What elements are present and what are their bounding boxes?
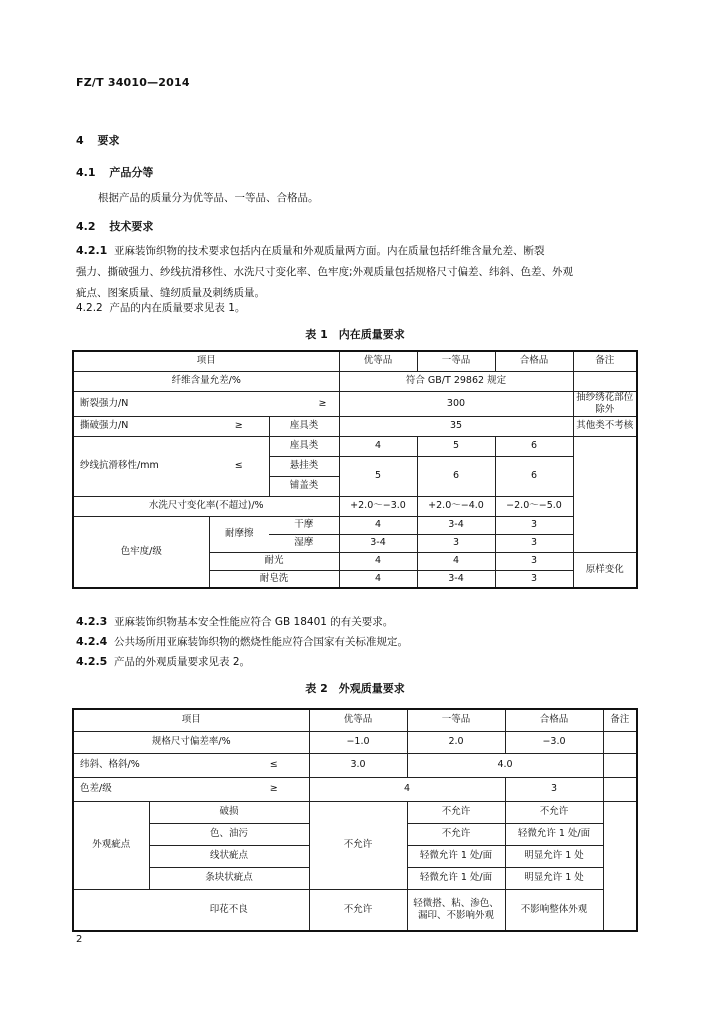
row-wash-g2: +2.0～−4.0 bbox=[417, 496, 495, 516]
table-1 bbox=[72, 350, 638, 589]
paragraph-4-2-2 bbox=[76, 300, 245, 315]
row-defect-g2: 轻微允许 1 处/面 bbox=[407, 867, 505, 889]
row-color-light-note: 原样变化 bbox=[573, 552, 637, 588]
row-slip-g1: 4 bbox=[339, 436, 417, 456]
row-wash-g1: +2.0～−3.0 bbox=[339, 496, 417, 516]
row-break-value: 300 bbox=[339, 391, 573, 416]
row-color-soap-g2: 3-4 bbox=[417, 570, 495, 588]
section-4-2-heading bbox=[76, 218, 153, 234]
section-number: 4.1 bbox=[76, 166, 96, 179]
row-size-g2: 2.0 bbox=[407, 731, 505, 753]
row-shade-symbol: ≥ bbox=[239, 777, 309, 801]
section-4-1-heading bbox=[76, 164, 153, 180]
row-color-light-g3: 3 bbox=[495, 552, 573, 570]
row-defect-g3: 明显允许 1 处 bbox=[505, 845, 603, 867]
row-tear-symbol: ≥ bbox=[209, 416, 269, 436]
paragraph-4-1: 根据产品的质量分为优等品、一等品、合格品。 bbox=[98, 192, 319, 204]
row-size-label: 规格尺寸偏差率/% bbox=[73, 731, 309, 753]
row-size-g1: −1.0 bbox=[309, 731, 407, 753]
row-print-g2-line2: 漏印、不影响外观 bbox=[417, 909, 494, 921]
row-wash-g3: −2.0～−5.0 bbox=[495, 496, 573, 516]
section-title: 要求 bbox=[97, 134, 120, 147]
row-color-light-g1: 4 bbox=[339, 552, 417, 570]
header-grade-2: 一等品 bbox=[407, 709, 505, 731]
row-shade-g3: 3 bbox=[505, 777, 603, 801]
row-shade-g12: 4 bbox=[309, 777, 505, 801]
clause-number: 4.2.5 bbox=[76, 655, 108, 668]
clause-text: 公共场所用亚麻装饰织物的燃烧性能应符合国家有关标准规定。 bbox=[114, 636, 409, 648]
row-slip-g2: 6 bbox=[417, 456, 495, 496]
row-defect-sub: 色、油污 bbox=[149, 823, 309, 845]
row-size-g3: −3.0 bbox=[505, 731, 603, 753]
row-defect-sub: 条块状疵点 bbox=[149, 867, 309, 889]
header-grade-3: 合格品 bbox=[495, 351, 573, 371]
clause-text-line3: 疵点、图案质量、缝纫质量及刺绣质量。 bbox=[76, 287, 265, 299]
row-color-rub: 耐摩擦 bbox=[209, 516, 269, 552]
row-break-note: 抽纱绣花部位除外 bbox=[573, 391, 637, 416]
section-number: 4 bbox=[76, 134, 84, 147]
section-number: 4.2 bbox=[76, 220, 96, 233]
clause-number: 4.2.4 bbox=[76, 635, 108, 648]
row-tear-label: 撕破强力/N bbox=[73, 416, 209, 436]
row-defect-g2: 不允许 bbox=[407, 801, 505, 823]
row-defect-sub: 破损 bbox=[149, 801, 309, 823]
page-number: 2 bbox=[76, 934, 83, 945]
row-color-soap-g1: 4 bbox=[339, 570, 417, 588]
row-skew-g1: 3.0 bbox=[309, 753, 407, 777]
table-1-caption: 表 1 内在质量要求 bbox=[305, 328, 405, 341]
row-color-light-sub: 耐光 bbox=[209, 552, 339, 570]
header-note: 备注 bbox=[603, 709, 637, 731]
row-skew-label: 纬斜、格斜/% bbox=[73, 753, 239, 777]
row-print-g2 bbox=[407, 889, 505, 931]
row-color-wet-g2: 3 bbox=[417, 534, 495, 552]
clause-text: 产品的内在质量要求见表 1。 bbox=[109, 302, 246, 314]
row-print-label: 印花不良 bbox=[149, 889, 309, 931]
row-slip-label: 纱线抗滑移性/mm bbox=[73, 436, 209, 496]
row-tear-note: 其他类不考核 bbox=[573, 416, 637, 436]
row-skew-g23: 4.0 bbox=[407, 753, 603, 777]
row-fiber-value: 符合 GB/T 29862 规定 bbox=[339, 371, 573, 391]
row-defect-g1: 不允许 bbox=[309, 801, 407, 889]
row-fiber-label: 纤维含量允差/% bbox=[73, 371, 339, 391]
row-color-dry-g2: 3-4 bbox=[417, 516, 495, 534]
row-slip-symbol: ≤ bbox=[209, 436, 269, 496]
document-code: FZ/T 34010—2014 bbox=[76, 76, 190, 89]
clause-number: 4.2.3 bbox=[76, 615, 108, 628]
row-slip-g3: 6 bbox=[495, 456, 573, 496]
row-color-label: 色牢度/级 bbox=[73, 516, 209, 588]
row-tear-value: 35 bbox=[339, 416, 573, 436]
row-color-soap-sub: 耐皂洗 bbox=[209, 570, 339, 588]
paragraph-4-2-5 bbox=[76, 654, 250, 669]
header-item: 项目 bbox=[73, 351, 339, 371]
row-print-g3: 不影响整体外观 bbox=[505, 889, 603, 931]
row-defect-sub: 线状疵点 bbox=[149, 845, 309, 867]
clause-text-line1: 亚麻装饰织物的技术要求包括内在质量和外观质量两方面。内在质量包括纤维含量允差、断裂 bbox=[114, 245, 545, 257]
clause-number: 4.2.1 bbox=[76, 244, 108, 257]
row-wash-label: 水洗尺寸变化率(不超过)/% bbox=[73, 496, 339, 516]
row-shade-label: 色差/级 bbox=[73, 777, 239, 801]
header-grade-1: 优等品 bbox=[309, 709, 407, 731]
header-grade-2: 一等品 bbox=[417, 351, 495, 371]
table-2 bbox=[72, 708, 638, 932]
paragraph-4-2-1 bbox=[76, 240, 636, 304]
row-defect-g2: 不允许 bbox=[407, 823, 505, 845]
row-slip-sub: 铺盖类 bbox=[269, 476, 339, 496]
clause-text-line2: 强力、撕破强力、纱线抗滑移性、水洗尺寸变化率、色牢度;外观质量包括规格尺寸偏差、纬斜、色差、外观 bbox=[76, 266, 574, 278]
row-defect-g3: 不允许 bbox=[505, 801, 603, 823]
section-title: 技术要求 bbox=[109, 220, 154, 233]
row-color-wet-g3: 3 bbox=[495, 534, 573, 552]
row-slip-g2: 5 bbox=[417, 436, 495, 456]
section-title: 产品分等 bbox=[109, 166, 154, 179]
row-color-dry-g3: 3 bbox=[495, 516, 573, 534]
row-slip-g1: 5 bbox=[339, 456, 417, 496]
row-slip-g3: 6 bbox=[495, 436, 573, 456]
row-slip-sub: 座具类 bbox=[269, 436, 339, 456]
row-print-g2-line1: 轻微搭、粘、渗色、 bbox=[413, 897, 499, 909]
header-note: 备注 bbox=[573, 351, 637, 371]
row-break-label: 断裂强力/N bbox=[73, 391, 269, 416]
row-color-dry-sub: 干摩 bbox=[269, 516, 339, 534]
section-4-heading bbox=[76, 132, 120, 148]
header-grade-1: 优等品 bbox=[339, 351, 417, 371]
paragraph-4-2-3 bbox=[76, 614, 393, 629]
row-print-g1: 不允许 bbox=[309, 889, 407, 931]
clause-text: 亚麻装饰织物基本安全性能应符合 GB 18401 的有关要求。 bbox=[114, 616, 394, 628]
header-grade-3: 合格品 bbox=[505, 709, 603, 731]
row-defect-g3: 轻微允许 1 处/面 bbox=[505, 823, 603, 845]
row-slip-sub: 悬挂类 bbox=[269, 456, 339, 476]
row-defect-g2: 轻微允许 1 处/面 bbox=[407, 845, 505, 867]
clause-text: 产品的外观质量要求见表 2。 bbox=[114, 656, 251, 668]
row-defect-label: 外观疵点 bbox=[73, 801, 149, 889]
clause-number: 4.2.2 bbox=[76, 302, 103, 314]
row-color-light-g2: 4 bbox=[417, 552, 495, 570]
row-break-symbol: ≥ bbox=[269, 391, 339, 416]
row-color-dry-g1: 4 bbox=[339, 516, 417, 534]
paragraph-4-2-4 bbox=[76, 634, 408, 649]
row-color-wet-g1: 3-4 bbox=[339, 534, 417, 552]
row-color-wet-sub: 湿摩 bbox=[269, 534, 339, 552]
row-skew-symbol: ≤ bbox=[239, 753, 309, 777]
row-tear-sub: 座具类 bbox=[269, 416, 339, 436]
row-color-soap-g3: 3 bbox=[495, 570, 573, 588]
header-item: 项目 bbox=[73, 709, 309, 731]
row-defect-g3: 明显允许 1 处 bbox=[505, 867, 603, 889]
table-2-caption: 表 2 外观质量要求 bbox=[305, 682, 405, 695]
